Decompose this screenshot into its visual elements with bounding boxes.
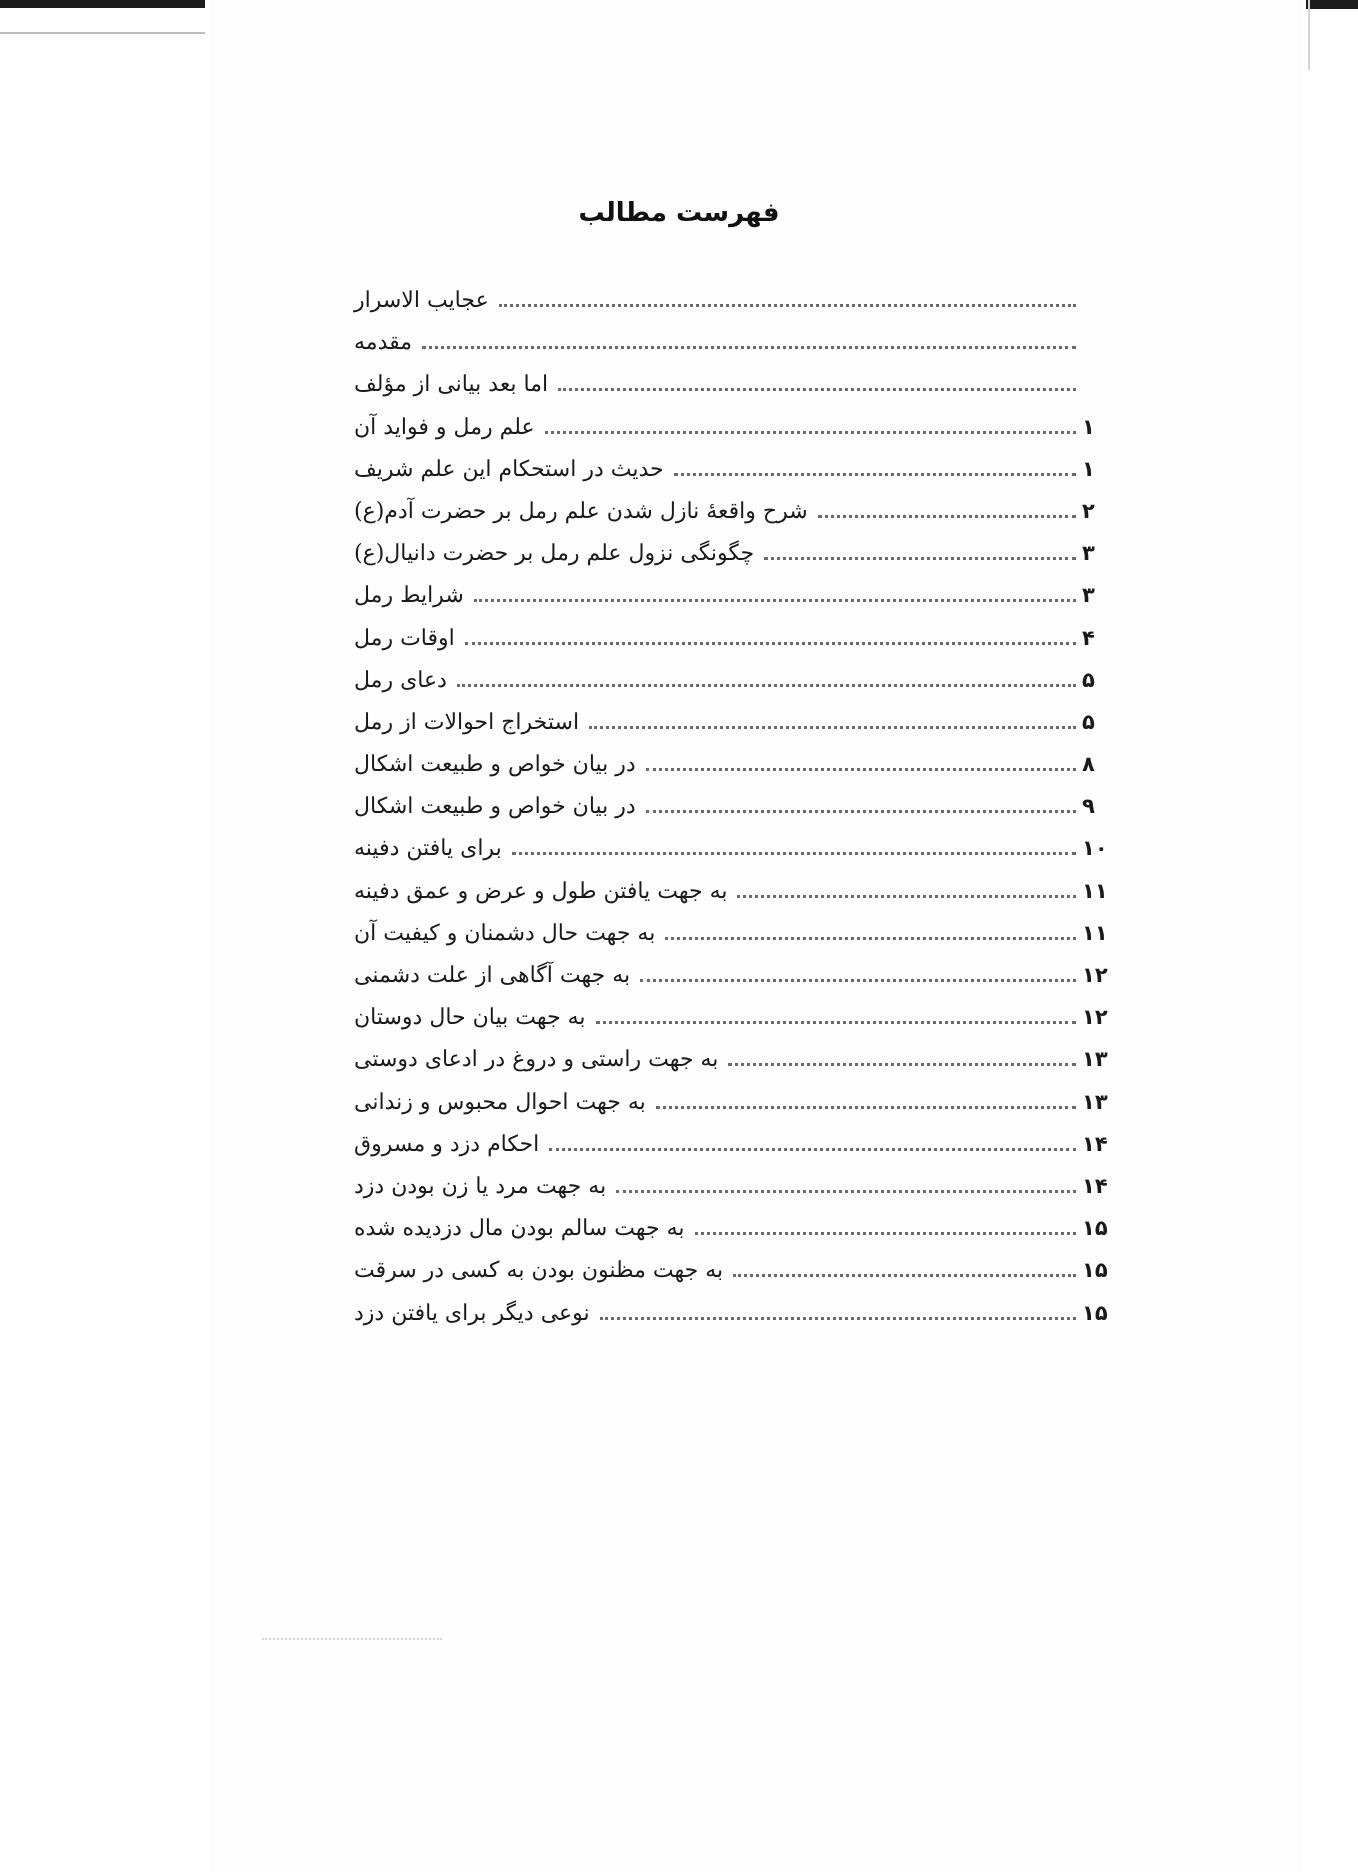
toc-entry [350, 288, 1112, 330]
toc-entry-title: برای یافتن دفینه [354, 836, 502, 862]
dot-leader [737, 894, 1076, 898]
toc-entry [350, 1047, 1112, 1089]
dot-leader [818, 514, 1076, 518]
toc-entry-page: ۱۲ [1082, 963, 1108, 987]
toc-entry [350, 836, 1112, 878]
scan-specks [262, 1635, 442, 1640]
toc-entry-title: در بیان خواص و طبیعت اشکال [354, 752, 636, 778]
toc-entry [350, 1301, 1112, 1343]
toc-entry-title: شرح واقعهٔ نازل شدن علم رمل بر حضرت آدم(ع) [354, 498, 808, 524]
dot-leader [733, 1273, 1076, 1277]
dot-leader [674, 472, 1076, 476]
toc-entry-page: ۱۵ [1082, 1258, 1108, 1283]
toc-entry-title: به جهت راستی و دروغ در ادعای دوستی [354, 1047, 719, 1073]
toc-entry-page: ۱۳ [1082, 1047, 1108, 1072]
dot-leader [499, 303, 1076, 307]
dot-leader [616, 1189, 1076, 1193]
toc-entry-page: ۸ [1082, 752, 1095, 777]
toc-entry-page: ۱۵ [1082, 1300, 1108, 1325]
toc-entry-title: به جهت یافتن طول و عرض و عمق دفینه [354, 878, 728, 904]
toc-entry-title: مقدمه [354, 330, 413, 356]
toc-entry-title: شرایط رمل [354, 583, 464, 609]
toc-entry-page: ۴ [1082, 625, 1095, 650]
toc-entry-title: در بیان خواص و طبیعت اشکال [354, 794, 636, 820]
toc-entry-page: ۲ [1082, 498, 1095, 523]
toc-entry-page: ۱ [1082, 414, 1095, 439]
scan-artifact-line [0, 32, 205, 34]
scan-border-right [1306, 0, 1358, 9]
dot-leader [646, 809, 1076, 813]
toc-entry [350, 1090, 1112, 1132]
dot-leader [764, 556, 1076, 560]
toc-entry [350, 1216, 1112, 1258]
toc-entry-title: به جهت مرد یا زن بودن دزد [354, 1173, 607, 1199]
toc-entry-title: به جهت احوال محبوس و زندانی [354, 1089, 646, 1115]
toc-entry-title: علم رمل و فواید آن [354, 414, 535, 440]
toc-entry-title: به جهت سالم بودن مال دزدیده شده [354, 1216, 685, 1242]
toc-entry-page: ۱۲ [1082, 1005, 1108, 1030]
toc-entry [350, 330, 1112, 372]
toc-entry [350, 372, 1112, 414]
toc-entry-title: اوقات رمل [354, 625, 455, 651]
toc-entry [350, 1174, 1112, 1216]
dot-leader [558, 387, 1076, 391]
dot-leader [549, 1147, 1076, 1151]
dot-leader [656, 1105, 1076, 1109]
toc-entry-page: ۱۰ [1082, 836, 1108, 861]
toc-entry [350, 1258, 1112, 1300]
scan-fold-line [1308, 0, 1310, 70]
toc-entry-title: به جهت بیان حال دوستان [354, 1005, 586, 1031]
toc-entry [350, 1132, 1112, 1174]
toc-entry [350, 415, 1112, 457]
toc-entry-title: به جهت حال دشمنان و کیفیت آن [354, 920, 656, 946]
toc-entry-page: ۱۵ [1082, 1216, 1108, 1241]
toc-entry-page: ۱۱ [1082, 920, 1108, 945]
toc-entry [350, 1005, 1112, 1047]
toc-entry-title: استخراج احوالات از رمل [354, 709, 580, 735]
toc-entry [350, 583, 1112, 625]
toc-entry-title: چگونگی نزول علم رمل بر حضرت دانیال(ع) [354, 541, 755, 567]
dot-leader [728, 1062, 1076, 1066]
toc-entry-page: ۳ [1082, 583, 1095, 608]
dot-leader [665, 936, 1076, 940]
toc-entry-page: ۱۴ [1082, 1173, 1108, 1198]
toc-entry [350, 541, 1112, 583]
dot-leader [457, 683, 1076, 687]
toc-entry-page: ۵ [1082, 709, 1095, 734]
toc-entry-title: به جهت مظنون بودن به کسی در سرقت [354, 1258, 724, 1284]
toc-entry-page: ۱۴ [1082, 1131, 1108, 1156]
toc-entry [350, 794, 1112, 836]
dot-leader [596, 1020, 1077, 1024]
table-of-contents [350, 288, 1112, 1343]
dot-leader [589, 725, 1076, 729]
dot-leader [600, 1316, 1076, 1320]
dot-leader [512, 851, 1076, 855]
toc-entry [350, 668, 1112, 710]
toc-entry [350, 499, 1112, 541]
dot-leader [640, 978, 1076, 982]
dot-leader [422, 345, 1076, 349]
toc-entry-page: ۱۳ [1082, 1089, 1108, 1114]
toc-entry [350, 710, 1112, 752]
dot-leader [474, 598, 1076, 602]
toc-entry-page: ۹ [1082, 794, 1095, 819]
toc-entry [350, 752, 1112, 794]
page-title: فهرست مطالب [578, 198, 780, 228]
toc-entry [350, 457, 1112, 499]
toc-entry-page: ۱۱ [1082, 878, 1108, 903]
dot-leader [465, 641, 1076, 645]
toc-entry-page: ۵ [1082, 667, 1095, 692]
scan-border-left [0, 0, 205, 8]
toc-entry-title: حدیث در استحکام این علم شریف [354, 456, 664, 482]
dot-leader [646, 767, 1076, 771]
toc-entry-title: عجایب الاسرار [354, 288, 489, 313]
toc-entry-title: نوعی دیگر برای یافتن دزد [354, 1300, 590, 1326]
toc-entry [350, 921, 1112, 963]
toc-entry-title: اما بعد بیانی از مؤلف [354, 372, 549, 398]
toc-entry-title: دعای رمل [354, 667, 447, 693]
dot-leader [695, 1231, 1076, 1235]
toc-entry-page: ۳ [1082, 541, 1095, 566]
toc-entry [350, 879, 1112, 921]
toc-entry-title: احکام دزد و مسروق [354, 1131, 540, 1157]
dot-leader [545, 430, 1076, 434]
toc-entry-page: ۱ [1082, 456, 1095, 481]
toc-entry [350, 626, 1112, 668]
toc-entry-title: به جهت آگاهی از علت دشمنی [354, 963, 631, 988]
toc-entry [350, 963, 1112, 1005]
